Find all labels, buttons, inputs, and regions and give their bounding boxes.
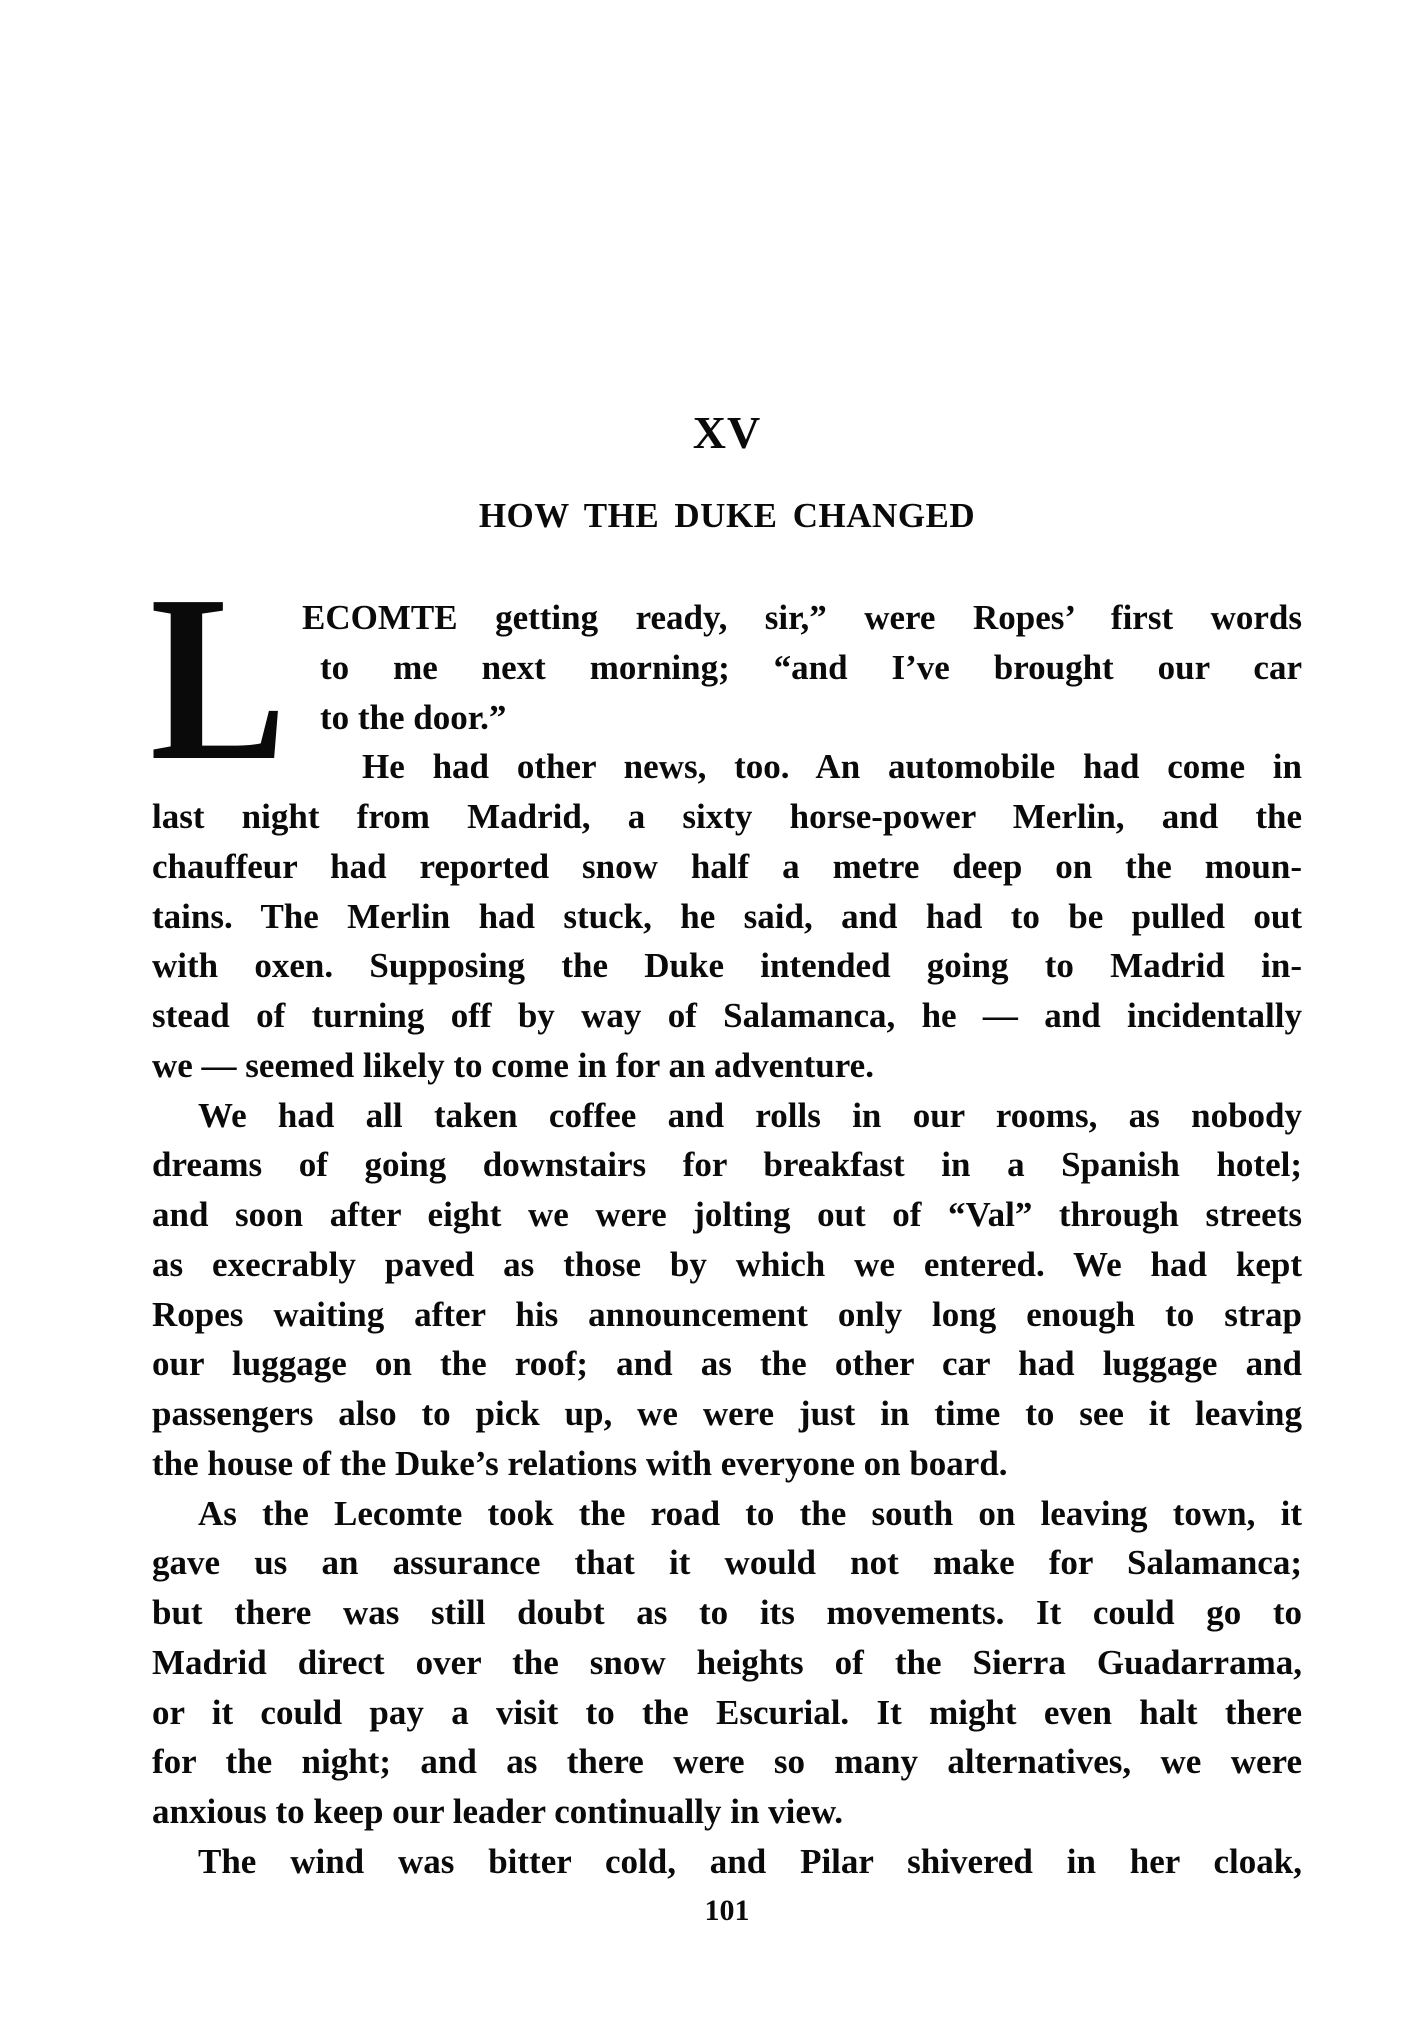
paragraph-1 — [152, 593, 1302, 742]
drop-cap-initial: L — [150, 547, 287, 810]
text-line: we — seemed likely to come in for an adventure. — [152, 1045, 874, 1085]
text-line: to me next morning; “and I’ve brought our car — [320, 647, 1302, 687]
text-line: We had all taken coffee and rolls in our rooms, as nobody — [198, 1095, 1302, 1135]
text-line: for the night; and as there were so many alternatives, we were — [152, 1742, 1302, 1782]
text-line: and soon after eight we were jolting out of “Val” through streets — [152, 1195, 1302, 1234]
text-line: anxious to keep our leader continually in view. — [152, 1792, 844, 1831]
text-line: gave us an assurance that it would not make for Salamanca; — [152, 1543, 1302, 1583]
text-line: our luggage on the roof; and as the other car had luggage and — [152, 1344, 1302, 1384]
text-line: tains. The Merlin had stuck, he said, and had to be pulled out — [152, 896, 1302, 936]
text-line: stead of turning off by way of Salamanca, he — and incidentally — [152, 996, 1302, 1035]
paragraph-4 — [152, 1489, 1302, 1837]
text-line: as execrably paved as those by which we entered. We had kept — [152, 1244, 1302, 1284]
text-line: dreams of going downstairs for breakfast in a Spanish hotel; — [152, 1145, 1302, 1185]
chapter-number: XV — [692, 407, 762, 458]
text-line: to the door.” — [320, 697, 507, 737]
text-line: ECOMTE getting ready, sir,” were Ropes’ first words — [302, 598, 1302, 637]
text-line: with oxen. Supposing the Duke intended going to Madrid in- — [152, 946, 1302, 986]
text-line: passengers also to pick up, we were just in time to see it leaving — [152, 1394, 1302, 1433]
paragraph-3 — [152, 1091, 1302, 1489]
chapter-body — [152, 593, 1302, 1887]
text-line: As the Lecomte took the road to the south on leaving town, it — [198, 1493, 1302, 1533]
page-number: 101 — [704, 1894, 750, 1927]
text-line: chauffeur had reported snow half a metre deep on the moun- — [152, 846, 1302, 886]
chapter-title: HOW THE DUKE CHANGED — [478, 496, 976, 535]
text-line: but there was still doubt as to its movements. It could go to — [152, 1593, 1302, 1632]
paragraph-5 — [152, 1837, 1302, 1887]
text-line: The wind was bitter cold, and Pilar shivered in her cloak, — [198, 1841, 1302, 1881]
text-line: He had other news, too. An automobile had come in — [362, 747, 1302, 787]
text-line: Madrid direct over the snow heights of the Sierra Guadarrama, — [152, 1642, 1302, 1682]
text-line: or it could pay a visit to the Escurial. It might even halt there — [152, 1692, 1302, 1732]
text-line: last night from Madrid, a sixty horse-power Merlin, and the — [152, 797, 1302, 836]
text-line: Ropes waiting after his announcement only long enough to strap — [152, 1294, 1302, 1334]
paragraph-2 — [152, 742, 1302, 1090]
text-line: the house of the Duke’s relations with everyone on board. — [152, 1443, 1008, 1483]
